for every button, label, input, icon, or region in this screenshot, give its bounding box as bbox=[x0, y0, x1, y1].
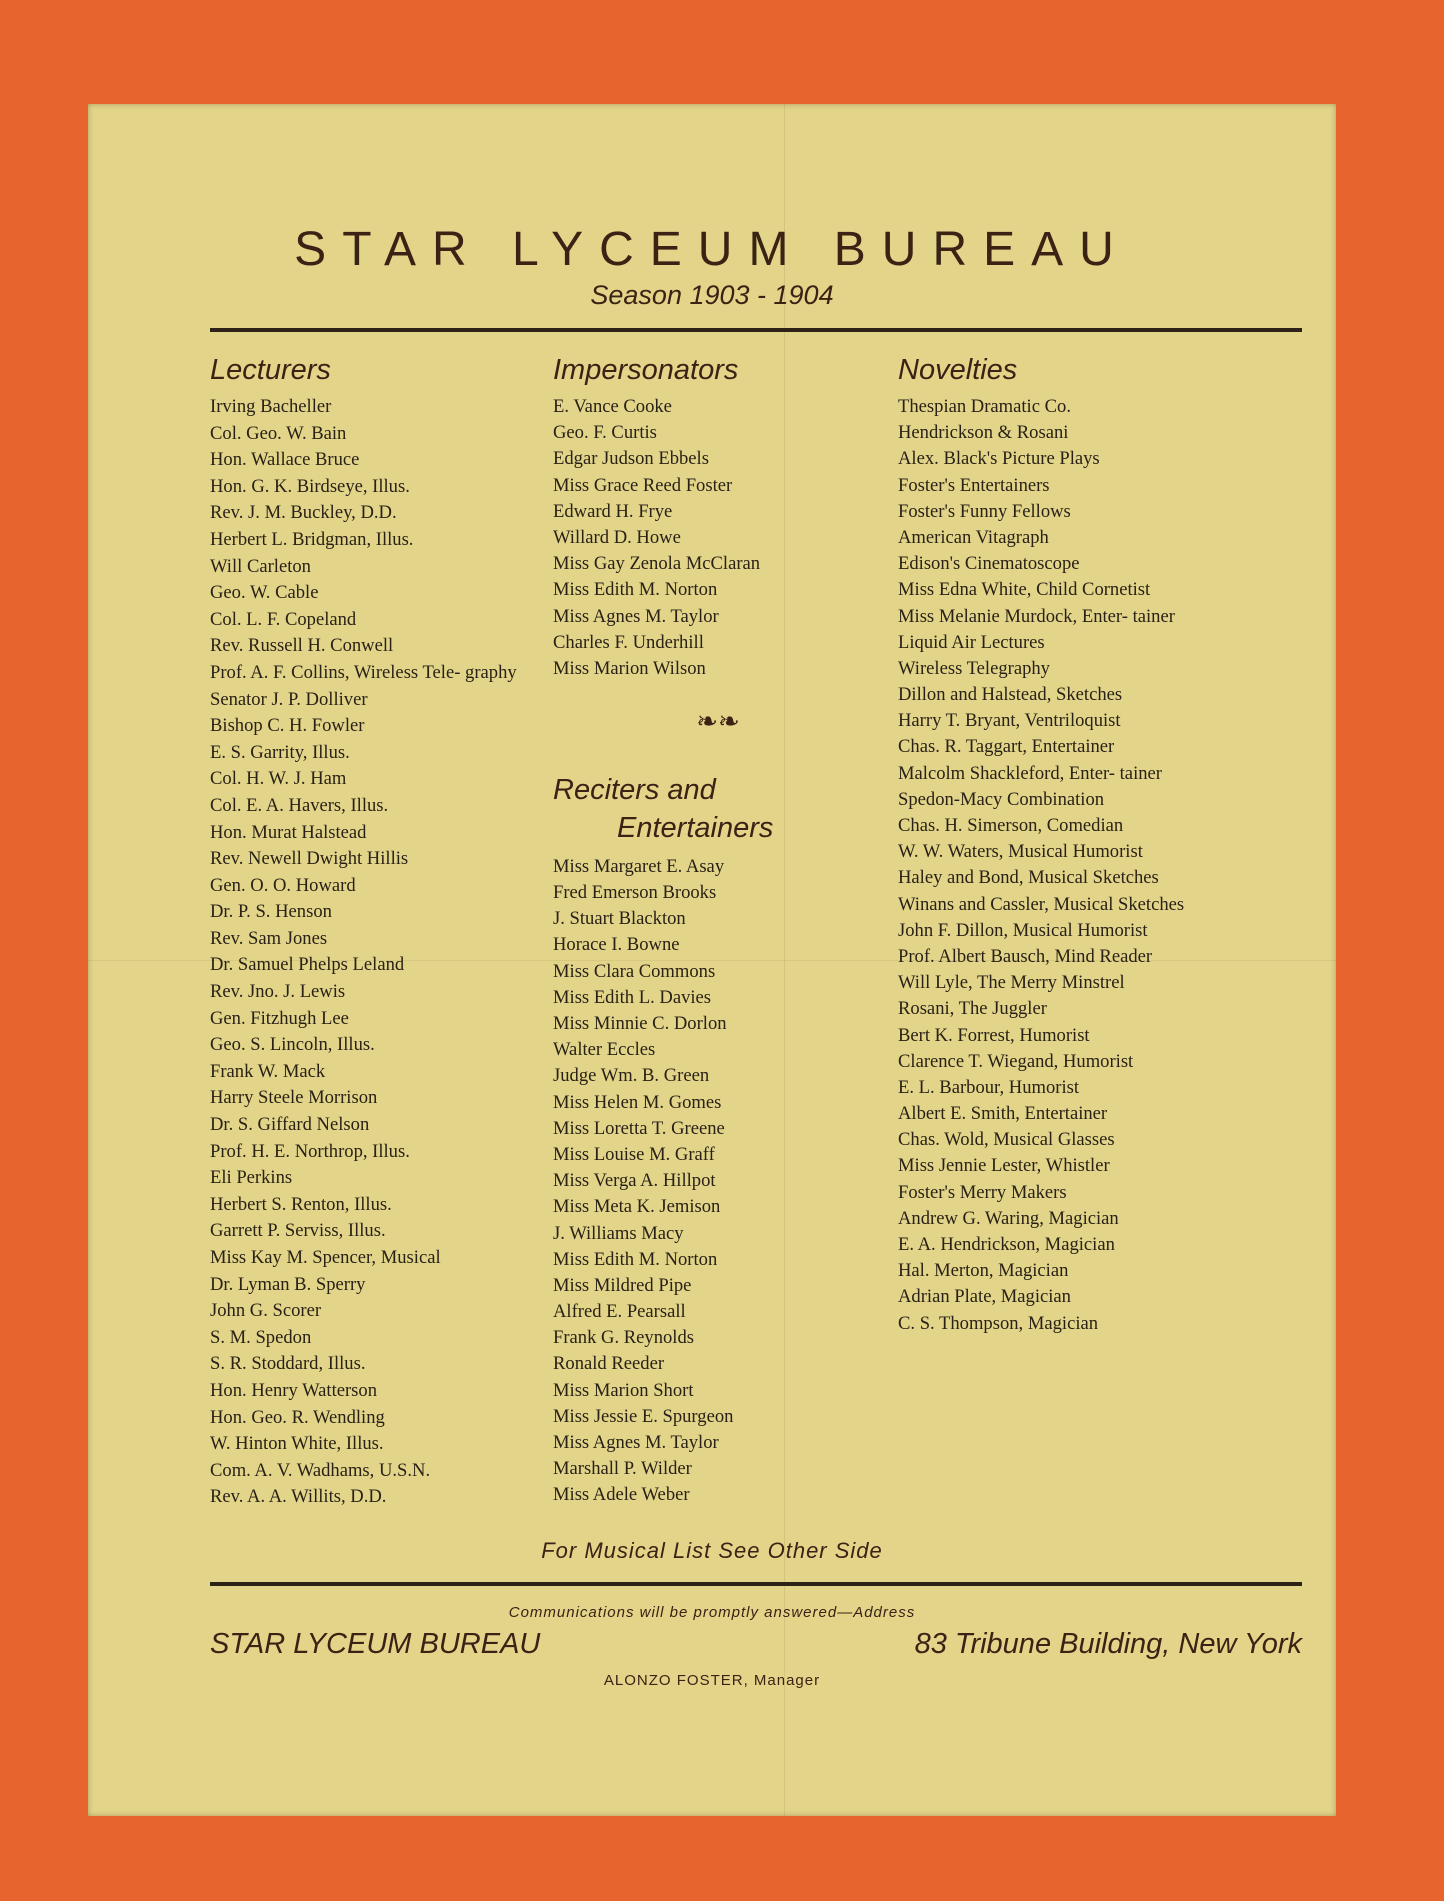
list-item: E. L. Barbour, Humorist bbox=[898, 1076, 1080, 1098]
novelties-column bbox=[898, 354, 1228, 1338]
list-item: Winans and Cassler, Musical Sketches bbox=[898, 893, 1185, 915]
list-item: Geo. S. Lincoln, Illus. bbox=[210, 1034, 375, 1056]
list-item: Miss Grace Reed Foster bbox=[553, 474, 733, 496]
list-item: Edgar Judson Ebbels bbox=[553, 448, 709, 470]
list-item: Gen. O. O. Howard bbox=[210, 874, 356, 896]
list-item: Alfred E. Pearsall bbox=[553, 1301, 686, 1323]
list-item: Foster's Funny Fellows bbox=[898, 500, 1071, 522]
novelties-heading: Novelties bbox=[898, 354, 1018, 386]
list-item: Dillon and Halstead, Sketches bbox=[898, 684, 1123, 706]
list-item: Frank W. Mack bbox=[210, 1060, 326, 1082]
list-item: John G. Scorer bbox=[210, 1300, 322, 1322]
bureau-name: STAR LYCEUM BUREAU bbox=[210, 1628, 541, 1660]
list-item: Miss Verga A. Hillpot bbox=[553, 1170, 716, 1192]
list-item: Miss Adele Weber bbox=[553, 1484, 690, 1506]
list-item: Miss Minnie C. Dorlon bbox=[553, 1013, 727, 1034]
list-item: Spedon-Macy Combination bbox=[898, 788, 1105, 810]
list-item: Judge Wm. B. Green bbox=[553, 1065, 710, 1087]
list-item: Miss Edith M. Norton bbox=[553, 1248, 718, 1270]
list-item: Ronald Reeder bbox=[553, 1353, 665, 1375]
list-item: Hal. Merton, Magician bbox=[898, 1260, 1069, 1282]
list-item: Miss Mildred Pipe bbox=[553, 1274, 692, 1296]
list-item: Bishop C. H. Fowler bbox=[210, 715, 365, 737]
list-item: J. Stuart Blackton bbox=[553, 908, 686, 930]
list-item: Gen. Fitzhugh Lee bbox=[210, 1007, 349, 1029]
list-item: Miss Clara Commons bbox=[553, 960, 716, 982]
list-item: Prof. A. F. Collins, Wireless Tele- graphy bbox=[210, 661, 517, 683]
list-item: E. A. Hendrickson, Magician bbox=[898, 1234, 1115, 1255]
list-item: Col. H. W. J. Ham bbox=[210, 768, 347, 790]
list-item: Walter Eccles bbox=[553, 1039, 656, 1061]
list-item: Edward H. Frye bbox=[553, 500, 673, 522]
list-item: Bert K. Forrest, Humorist bbox=[898, 1024, 1090, 1046]
list-item: Miss Helen M. Gomes bbox=[553, 1091, 722, 1113]
list-item: Rev. Russell H. Conwell bbox=[210, 635, 394, 657]
list-item: Willard D. Howe bbox=[553, 526, 681, 548]
list-item: Andrew G. Waring, Magician bbox=[898, 1207, 1119, 1229]
list-item: Miss Gay Zenola McClaran bbox=[553, 553, 761, 575]
list-item: E. Vance Cooke bbox=[553, 396, 672, 417]
list-item: Com. A. V. Wadhams, U.S.N. bbox=[210, 1459, 431, 1481]
list-item: Haley and Bond, Musical Sketches bbox=[898, 867, 1159, 889]
impersonators-column bbox=[553, 354, 883, 1510]
list-item: C. S. Thompson, Magician bbox=[898, 1312, 1099, 1334]
list-item: Foster's Merry Makers bbox=[898, 1181, 1067, 1203]
list-item: Miss Jessie E. Spurgeon bbox=[553, 1405, 734, 1427]
list-item: Col. E. A. Havers, Illus. bbox=[210, 794, 389, 816]
list-item: Chas. R. Taggart, Entertainer bbox=[898, 736, 1115, 758]
list-item: Miss Meta K. Jemison bbox=[553, 1196, 721, 1218]
list-item: Hon. Murat Halstead bbox=[210, 821, 367, 843]
list-item: S. R. Stoddard, Illus. bbox=[210, 1353, 366, 1375]
list-item: Hon. Geo. R. Wendling bbox=[210, 1406, 385, 1428]
list-item: W. Hinton White, Illus. bbox=[210, 1433, 384, 1455]
list-item: Malcolm Shackleford, Enter- tainer bbox=[898, 762, 1162, 784]
list-item: Rev. J. M. Buckley, D.D. bbox=[210, 502, 397, 524]
list-item: Rev. Newell Dwight Hillis bbox=[210, 848, 409, 870]
address-line bbox=[210, 1628, 1302, 1661]
bottom-divider bbox=[210, 1582, 1302, 1586]
list-item: Chas. Wold, Musical Glasses bbox=[898, 1129, 1115, 1151]
list-item: Miss Loretta T. Greene bbox=[553, 1117, 725, 1139]
list-item: Miss Edith M. Norton bbox=[553, 579, 718, 601]
musical-list-note: For Musical List See Other Side bbox=[541, 1538, 883, 1563]
reciters-list bbox=[553, 855, 883, 1508]
list-item: Charles F. Underhill bbox=[553, 631, 704, 653]
list-item: E. S. Garrity, Illus. bbox=[210, 741, 350, 763]
list-item: Prof. Albert Bausch, Mind Reader bbox=[898, 945, 1153, 967]
list-item: Miss Edith L. Davies bbox=[553, 986, 712, 1008]
novelties-list bbox=[898, 395, 1228, 1335]
list-item: Marshall P. Wilder bbox=[553, 1458, 692, 1480]
list-item: Wireless Telegraphy bbox=[898, 657, 1050, 679]
top-divider bbox=[210, 328, 1302, 332]
list-item: Hon. G. K. Birdseye, Illus. bbox=[210, 475, 410, 497]
list-item: American Vitagraph bbox=[898, 526, 1049, 548]
list-item: Senator J. P. Dolliver bbox=[210, 688, 368, 710]
communications-note: Communications will be promptly answered—Address bbox=[508, 1604, 916, 1621]
list-item: Miss Agnes M. Taylor bbox=[553, 1432, 719, 1453]
list-item: Miss Agnes M. Taylor bbox=[553, 605, 719, 627]
list-item: Foster's Entertainers bbox=[898, 474, 1050, 496]
list-item: Horace I. Bowne bbox=[553, 934, 680, 956]
list-item: John F. Dillon, Musical Humorist bbox=[898, 919, 1148, 941]
list-item: Liquid Air Lectures bbox=[898, 631, 1045, 653]
lecturers-heading: Lecturers bbox=[210, 354, 331, 386]
list-item: Geo. W. Cable bbox=[210, 582, 319, 604]
list-item: Irving Bacheller bbox=[210, 396, 332, 417]
list-item: Eli Perkins bbox=[210, 1167, 293, 1189]
bureau-address: 83 Tribune Building, New York bbox=[914, 1628, 1302, 1660]
list-item: Alex. Black's Picture Plays bbox=[898, 448, 1100, 470]
list-item: Miss Marion Wilson bbox=[553, 657, 706, 679]
list-item: Geo. F. Curtis bbox=[553, 422, 657, 444]
list-item: Clarence T. Wiegand, Humorist bbox=[898, 1050, 1134, 1072]
list-item: Miss Margaret E. Asay bbox=[553, 855, 725, 877]
list-item: Will Carleton bbox=[210, 555, 311, 577]
list-item: Rosani, The Juggler bbox=[898, 998, 1047, 1020]
list-item: Herbert L. Bridgman, Illus. bbox=[210, 528, 414, 550]
list-item: Harry T. Bryant, Ventriloquist bbox=[898, 710, 1121, 732]
impersonators-heading: Impersonators bbox=[553, 354, 739, 386]
flyer-sheet bbox=[88, 104, 1336, 1816]
list-item: Miss Jennie Lester, Whistler bbox=[898, 1155, 1110, 1177]
flyer-title: STAR LYCEUM BUREAU bbox=[294, 223, 1130, 276]
list-item: Miss Edna White, Child Cornetist bbox=[898, 579, 1151, 601]
list-item: W. W. Waters, Musical Humorist bbox=[898, 841, 1143, 863]
ornament-divider: ❧❧ bbox=[696, 706, 740, 736]
list-item: Prof. H. E. Northrop, Illus. bbox=[210, 1140, 410, 1162]
manager-line: ALONZO FOSTER, Manager bbox=[603, 1672, 821, 1689]
list-item: Hon. Henry Watterson bbox=[210, 1379, 378, 1401]
list-item: Hon. Wallace Bruce bbox=[210, 449, 360, 471]
list-item: Frank G. Reynolds bbox=[553, 1327, 694, 1349]
list-item: Herbert S. Renton, Illus. bbox=[210, 1193, 392, 1215]
lecturers-list bbox=[210, 395, 540, 1509]
season-subtitle: Season 1903 - 1904 bbox=[590, 280, 834, 310]
list-item: Miss Melanie Murdock, Enter- tainer bbox=[898, 605, 1175, 627]
list-item: Rev. Sam Jones bbox=[210, 927, 328, 949]
list-item: Thespian Dramatic Co. bbox=[898, 396, 1071, 417]
list-item: Miss Louise M. Graff bbox=[553, 1143, 715, 1165]
reciters-heading-line1: Reciters and bbox=[553, 773, 716, 806]
list-item: Harry Steele Morrison bbox=[210, 1087, 378, 1109]
list-item: J. Williams Macy bbox=[553, 1222, 684, 1244]
impersonators-list bbox=[553, 395, 883, 681]
list-item: Garrett P. Serviss, Illus. bbox=[210, 1220, 386, 1242]
list-item: Albert E. Smith, Entertainer bbox=[898, 1103, 1108, 1125]
list-item: Will Lyle, The Merry Minstrel bbox=[898, 972, 1125, 994]
list-item: Miss Marion Short bbox=[553, 1379, 694, 1401]
list-item: Rev. Jno. J. Lewis bbox=[210, 981, 346, 1003]
list-item: Hendrickson & Rosani bbox=[898, 422, 1069, 444]
reciters-heading-line2: Entertainers bbox=[617, 811, 774, 844]
list-item: Miss Kay M. Spencer, Musical bbox=[210, 1247, 441, 1268]
list-item: Rev. A. A. Willits, D.D. bbox=[210, 1486, 387, 1508]
list-item: Dr. P. S. Henson bbox=[210, 901, 332, 923]
list-item: S. M. Spedon bbox=[210, 1326, 312, 1348]
list-item: Col. L. F. Copeland bbox=[210, 608, 357, 630]
list-item: Dr. Samuel Phelps Leland bbox=[210, 954, 405, 976]
list-item: Col. Geo. W. Bain bbox=[210, 422, 347, 444]
list-item: Fred Emerson Brooks bbox=[553, 882, 717, 904]
list-item: Adrian Plate, Magician bbox=[898, 1286, 1071, 1308]
list-item: Chas. H. Simerson, Comedian bbox=[898, 815, 1124, 836]
list-item: Dr. Lyman B. Sperry bbox=[210, 1273, 366, 1295]
list-item: Dr. S. Giffard Nelson bbox=[210, 1114, 370, 1136]
reciters-heading bbox=[553, 771, 883, 847]
lecturers-column bbox=[210, 354, 540, 1512]
list-item: Edison's Cinematoscope bbox=[898, 553, 1080, 575]
